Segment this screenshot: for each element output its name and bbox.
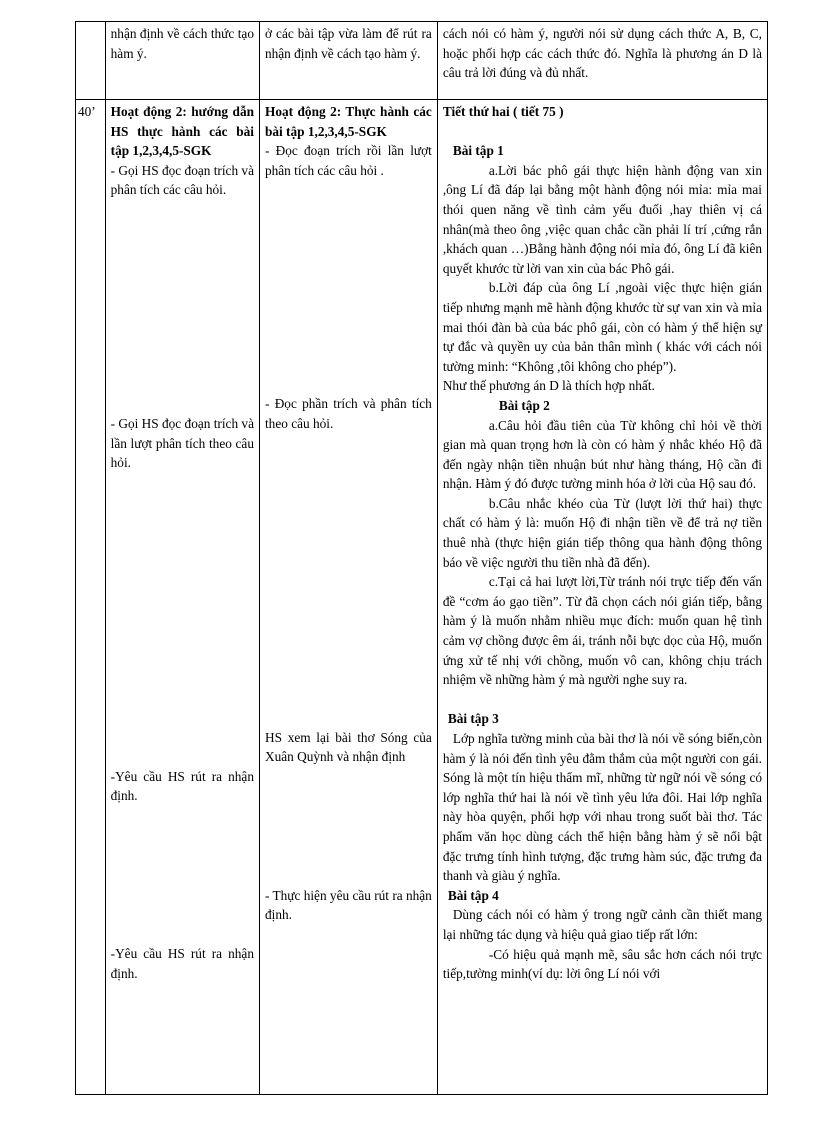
student-activity-cell	[259, 100, 437, 1095]
exercise-text: a.Lời bác phô gái thực hiện hành động van xin ,ông Lí đã đáp lại bằng một hành động nói mỉa: mỉa mai thói quen năng về tình cảm yếu đuối ,hay thiên vị cá nhân(mà theo ông ,việc quan chắc cần phải lí trí ,cứng rắn ,khách quan …)Bằng hành động nói mỉa đó, ông Lí đã kiên quyết khước từ lời van xin của bác Phô gái.	[442, 162, 762, 276]
exercise-title: Bài tập 3	[447, 711, 499, 727]
task-text: - Đọc đoạn trích rồi lần lượt phân tích các câu hỏi .	[264, 143, 432, 178]
activity-heading: Hoạt động 2: Thực hành các bài tập 1,2,3,4,5-SGK	[264, 104, 432, 139]
teacher-activity-cell	[105, 100, 259, 1095]
exercise-text: b.Câu nhắc khéo của Từ (lượt lời thứ hai) thực chất có hàm ý là: muốn Hộ đi nhận tiền về để trả nợ tiền thuê nhà (thực hiện gián tiếp thông qua hành động thông báo về việc người thu tiền nhà đã đến).	[442, 495, 762, 570]
content-cell	[437, 22, 767, 100]
exercise-text: Lớp nghĩa tường minh của bài thơ là nói về sóng biển,còn hàm ý là nói đến tình yêu đằm thắm của một người con gái. Sóng là một tín hiệu thẩm mĩ, những từ ngữ nói về sóng có lớp nghĩa thứ hai là nói về tình yêu lứa đôi. Hai lớp nghĩa này hòa quyện, phối hợp với nhau trong suốt bài thơ. Tác phẩm văn học dùng cách thể hiện bằng hàm ý sẽ nổi bật đặc trưng tính hình tượng, đặc trưng hàm súc, đặc trưng đa thanh và giàu ý nghĩa.	[442, 731, 762, 884]
time-value: 40’	[78, 104, 96, 119]
time-cell	[76, 100, 106, 1095]
lesson-plan-page	[75, 21, 768, 1095]
exercise-text: Như thế phương án D là thích hợp nhất.	[442, 378, 655, 394]
task-text: -Yêu cầu HS rút ra nhận định.	[110, 768, 254, 804]
content-text: cách nói có hàm ý, người nói sử dụng cách thức A, B, C, hoặc phối hợp các cách thức đó. Nghĩa là phương án D là câu trả lời đúng và đủ nhất.	[442, 26, 762, 81]
exercise-text: c.Tại cả hai lượt lời,Từ tránh nói trực tiếp đến vấn đề “cơm áo gạo tiền”. Từ đã chọn cách nói gián tiếp, bằng hàm ý là muốn nhằm nhiều mục đích: muốn quan hệ tình cảm vợ chồng được êm ái, tránh nỗi bực dọc của Hộ, muốn ứng xử tế nhị với chồng, muốn vô can, không chịu trách nhiệm về những hàm ý mà người nghe suy ra.	[442, 574, 762, 688]
exercise-text: -Có hiệu quả mạnh mẽ, sâu sắc hơn cách nói trực tiếp,tường minh(ví dụ: lời ông Lí nói với	[442, 946, 762, 982]
table-row	[76, 100, 768, 1095]
teacher-activity-cell	[105, 22, 259, 100]
student-activity-text: ở các bài tập vừa làm để rút ra nhận định về cách tạo hàm ý.	[264, 26, 432, 61]
exercise-text: b.Lời đáp của ông Lí ,ngoài việc thực hiện gián tiếp nhưng mạnh mẽ hành động khước từ sự van xin và mỉa mai thói đàn bà của bác phô gái, còn có hàm ý thể hiện sự tự đắc và quyền uy của bản thân mình ( khác với cách nói tường minh: “Không ,tôi không cho phép”).	[442, 280, 762, 374]
student-activity-cell	[259, 22, 437, 100]
exercise-title: Bài tập 1	[452, 143, 504, 159]
task-text: HS xem lại bài thơ Sóng của Xuân Quỳnh và nhận định	[264, 729, 432, 765]
exercise-text: a.Câu hỏi đầu tiên của Từ không chỉ hỏi về thời gian mà quan trọng hơn là còn có hàm ý nhắc khéo Hộ đã đến ngày nhận tiền nhuận bút như hàng tháng, Hộ cần đi nhận. Hàm ý đó được tường minh hóa ở lời của Hộ sau đó.	[442, 417, 762, 492]
lesson-title: Tiết thứ hai ( tiết 75 )	[442, 104, 564, 119]
exercise-title: Bài tập 2	[498, 397, 550, 413]
task-text: - Gọi HS đọc đoạn trích và lần lượt phân tích theo câu hỏi.	[110, 415, 254, 471]
teacher-activity-text: nhận định về cách thức tạo hàm ý.	[110, 26, 254, 61]
task-text: - Gọi HS đọc đoạn trích và phân tích các câu hỏi.	[110, 162, 254, 198]
table-row	[76, 22, 768, 100]
task-text: - Đọc phần trích và phân tích theo câu hỏi.	[264, 396, 432, 431]
content-cell	[437, 100, 767, 1095]
task-text: - Thực hiện yêu cầu rút ra nhận định.	[264, 887, 432, 923]
exercise-title: Bài tập 4	[447, 887, 499, 903]
task-text: -Yêu cầu HS rút ra nhận định.	[110, 945, 254, 981]
lesson-plan-table	[75, 21, 768, 1095]
time-cell	[76, 22, 106, 100]
exercise-text: Dùng cách nói có hàm ý trong ngữ cảnh cần thiết mang lại những tác dụng và hiệu quả giao tiếp rất lớn:	[442, 907, 762, 942]
activity-heading: Hoạt động 2: hướng dẫn HS thực hành các bài tập 1,2,3,4,5-SGK	[110, 104, 254, 159]
